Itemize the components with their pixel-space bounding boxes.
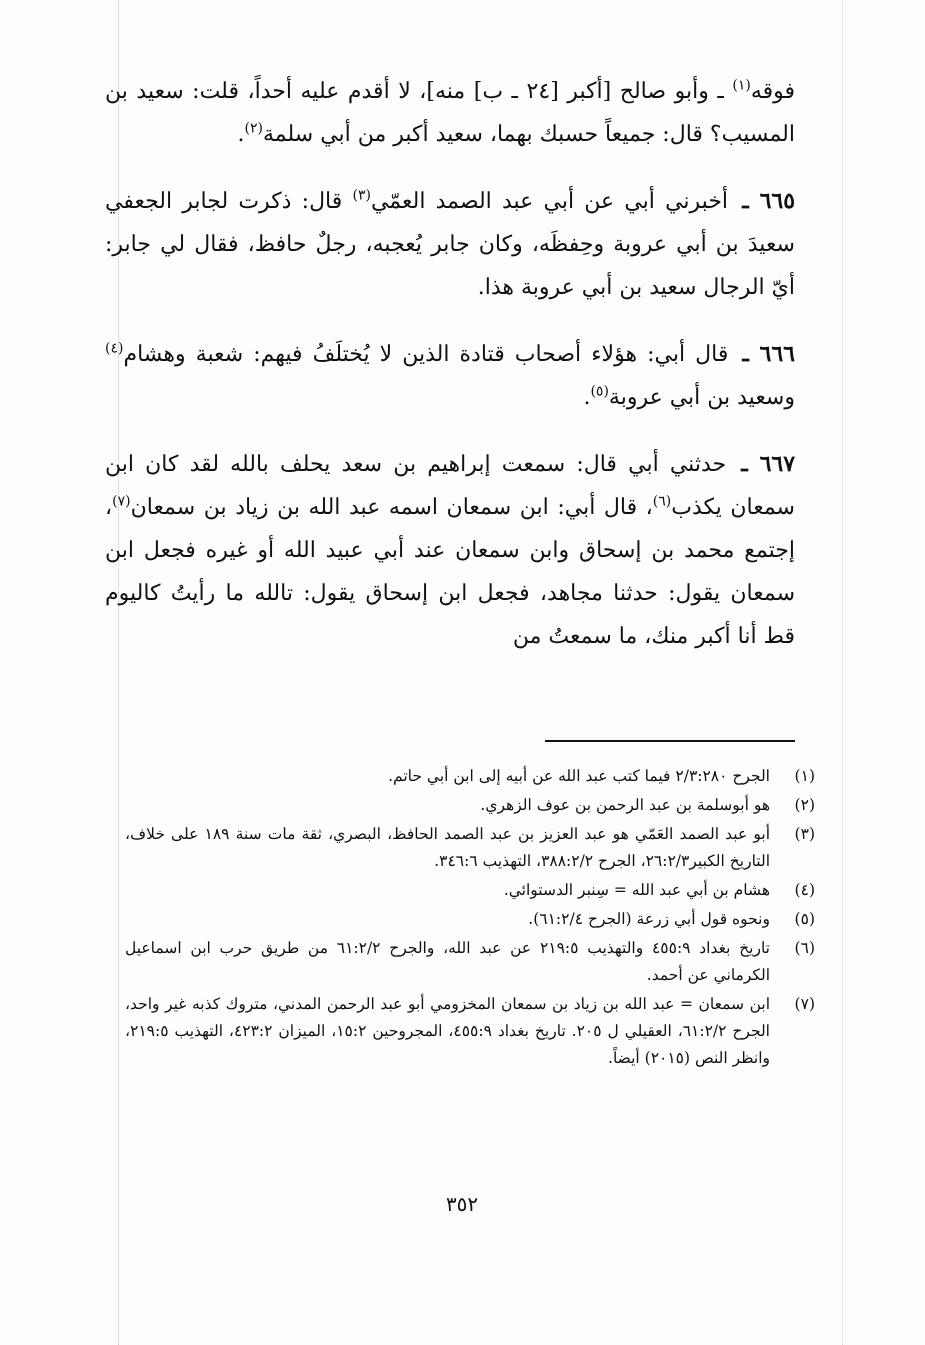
footnote-text: ابن سمعان = عبد الله بن زياد بن سمعان المخزومي أبو عبد الرحمن المدني، متروك كذبه غير واحد، الجرح ٦١:٢/٢، العقيلي ل ٢٠٥. تاريخ بغداد ٤٥٥:٩، المجروحين ١٥:٢، الميزان ٤٢٣:٢، التهذيب ٢١٩:٥، وانظر النص (٢٠١٥) أيضاً. — [125, 995, 770, 1067]
footnote-text: هشام بن أبي عبد الله = سِنبر الدستوائي. — [503, 881, 770, 899]
main-text — [105, 70, 795, 682]
page-number: ٣٥٢ — [445, 1192, 479, 1216]
paragraph-text: ـ وأبو صالح [أكبر [٢٤ ـ ب] منه]، لا أقدم عليه أحداً، قلت: سعيد بن المسيب؟ قال: جميعاً حسبك بهما، سعيد أكبر من أبي سلمة — [105, 79, 795, 147]
paragraph — [105, 180, 795, 309]
footnote-text: هو أبوسلمة بن عبد الرحمن بن عوف الزهري. — [480, 796, 770, 814]
footnote — [125, 991, 815, 1072]
footnote-number: (٤) — [794, 881, 815, 899]
footnote — [125, 792, 815, 819]
footnote-text: تاريخ بغداد ٤٥٥:٩ والتهذيب ٢١٩:٥ عن عبد الله، والجرح ٦١:٢/٢ من طريق حرب ابن اسماعيل الكرماني عن أحمد. — [125, 939, 770, 984]
footnote-reference: (٦) — [652, 493, 672, 510]
footnote-text: أبو عبد الصمد العَمّي هو عبد العزيز بن عبد الصمد الحافظ، البصري، ثقة مات سنة ١٨٩ على خلاف، التاريخ الكبير٢٦:٢/٣، الجرح ٣٨٨:٢/٢، التهذيب ٣٤٦:٦. — [125, 825, 770, 870]
footnote — [125, 877, 815, 904]
footnote-number: (٧) — [794, 995, 815, 1013]
footnote-number: (٣) — [794, 825, 815, 843]
entry-number: ٦٦٧ ـ — [741, 451, 796, 477]
paragraph-text: فوقه — [750, 79, 796, 104]
footnote-reference: (١) — [732, 77, 751, 94]
footnote — [125, 763, 815, 790]
footnote-text: الجرح ٢/٣:٢٨٠ فيما كتب عبد الله عن أبيه إلى ابن أبي حاتم. — [388, 767, 770, 785]
footnote-reference: (٥) — [590, 383, 609, 400]
footnote — [125, 935, 815, 989]
entry-number: ٦٦٥ ـ — [742, 188, 796, 214]
paragraph-text: قال: ذكرت لجابر الجعفي سعيدَ بن أبي عروبة وحِفظَه، وكان جابر يُعجبه، رجلٌ حافظ، فقال لي جابر: أيّ الرجال سعيد بن أبي عروبة هذا. — [105, 189, 795, 300]
paragraph-text: . — [237, 122, 245, 147]
scan-margin-line-right — [842, 0, 843, 1345]
paragraph — [105, 70, 795, 156]
paragraph — [105, 333, 795, 419]
paragraph-text: . — [583, 385, 591, 410]
footnotes — [125, 763, 815, 1074]
footnote-reference: (٣) — [352, 187, 371, 204]
footnote-number: (٦) — [794, 939, 815, 957]
footnote-number: (٢) — [794, 796, 815, 814]
paragraph-text: وسعيد بن أبي عروبة — [608, 385, 795, 410]
footnote — [125, 906, 815, 933]
footnote-text: ونحوه قول أبي زرعة (الجرح ٦١:٢/٤). — [528, 910, 770, 928]
footnote-separator — [545, 740, 795, 742]
paragraph-text: حدثني أبي قال: سمعت إبراهيم بن سعد يحلف بالله لقد كان ابن سمعان يكذب — [105, 452, 795, 520]
footnote-reference: (٧) — [112, 493, 131, 510]
footnote-reference: (٤) — [105, 340, 124, 357]
footnote-number: (١) — [794, 767, 815, 785]
paragraph-text: أخبرني أبي عن أبي عبد الصمد العمّي — [370, 189, 729, 214]
entry-number: ٦٦٦ ـ — [742, 341, 795, 367]
paragraph-text: ، قال أبي: ابن سمعان اسمه عبد الله بن زياد بن سمعان — [130, 495, 653, 520]
footnote — [125, 821, 815, 875]
paragraph-text: ، إجتمع محمد بن إسحاق وابن سمعان عند أبي عبيد الله أو غيره فجعل ابن سمعان يقول: حدثنا مجاهد، فجعل ابن إسحاق يقول: تالله ما رأيتُ كاليوم قط أنا أكبر منك، ما سمعتُ من — [105, 495, 795, 649]
footnote-number: (٥) — [794, 910, 815, 928]
footnote-reference: (٢) — [244, 120, 263, 137]
paragraph — [105, 443, 795, 658]
paragraph-text: قال أبي: هؤلاء أصحاب قتادة الذين لا يُختلَفُ فيهم: شعبة وهشام — [123, 342, 729, 367]
